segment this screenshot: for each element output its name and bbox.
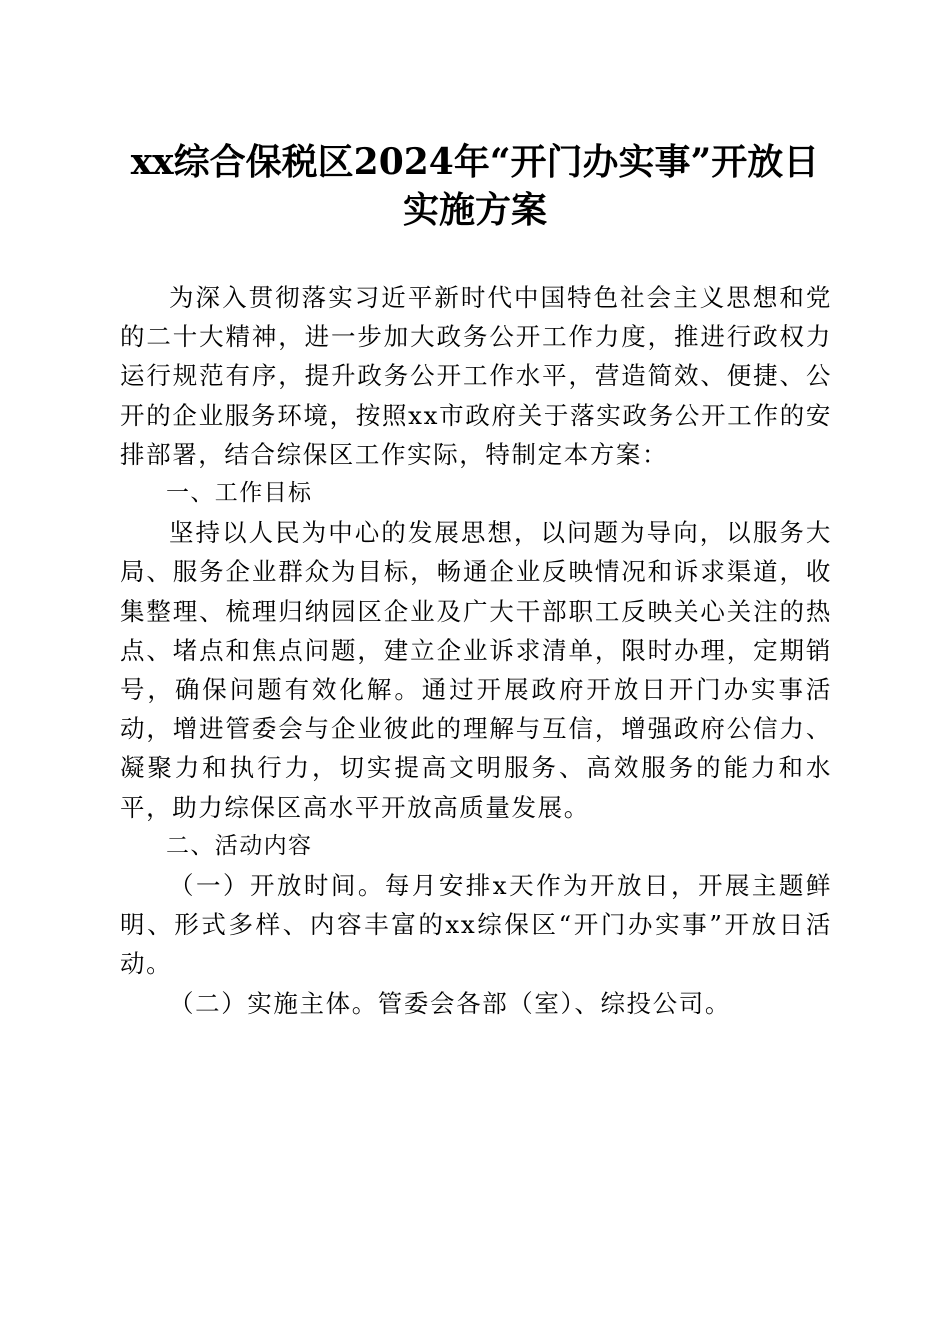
section-2-item-1: （一）开放时间。每月安排x天作为开放日，开展主题鲜明、形式多样、内容丰富的xx综保区“开门办实事”开放日活动。	[120, 871, 832, 979]
intro-paragraph: 为深入贯彻落实习近平新时代中国特色社会主义思想和党的二十大精神，进一步加大政务公开工作力度，推进行政权力运行规范有序，提升政务公开工作水平，营造简效、便捷、公开的企业服务环境，按照xx市政府关于落实政务公开工作的安排部署，结合综保区工作实际，特制定本方案：	[120, 283, 832, 469]
section-2-item-2: （二）实施主体。管委会各部（室）、综投公司。	[169, 988, 731, 1018]
title-line-2: 实施方案	[402, 189, 547, 231]
title-line-1: xx综合保税区2024年“开门办实事”开放日	[130, 141, 820, 183]
document-title	[120, 138, 830, 234]
section-1-paragraph: 坚持以人民为中心的发展思想，以问题为导向，以服务大局、服务企业群众为目标，畅通企业反映情况和诉求渠道，收集整理、梳理归纳园区企业及广大干部职工反映关心关注的热点、堵点和焦点问题，建立企业诉求清单，限时办理，定期销号，确保问题有效化解。通过开展政府开放日开门办实事活动，增进管委会与企业彼此的理解与互信，增强政府公信力、凝聚力和执行力，切实提高文明服务、高效服务的能力和水平，助力综保区高水平开放高质量发展。	[120, 518, 832, 822]
section-2-heading: 二、活动内容	[166, 832, 313, 859]
document-body	[120, 278, 832, 1023]
section-1-heading: 一、工作目标	[166, 480, 313, 507]
